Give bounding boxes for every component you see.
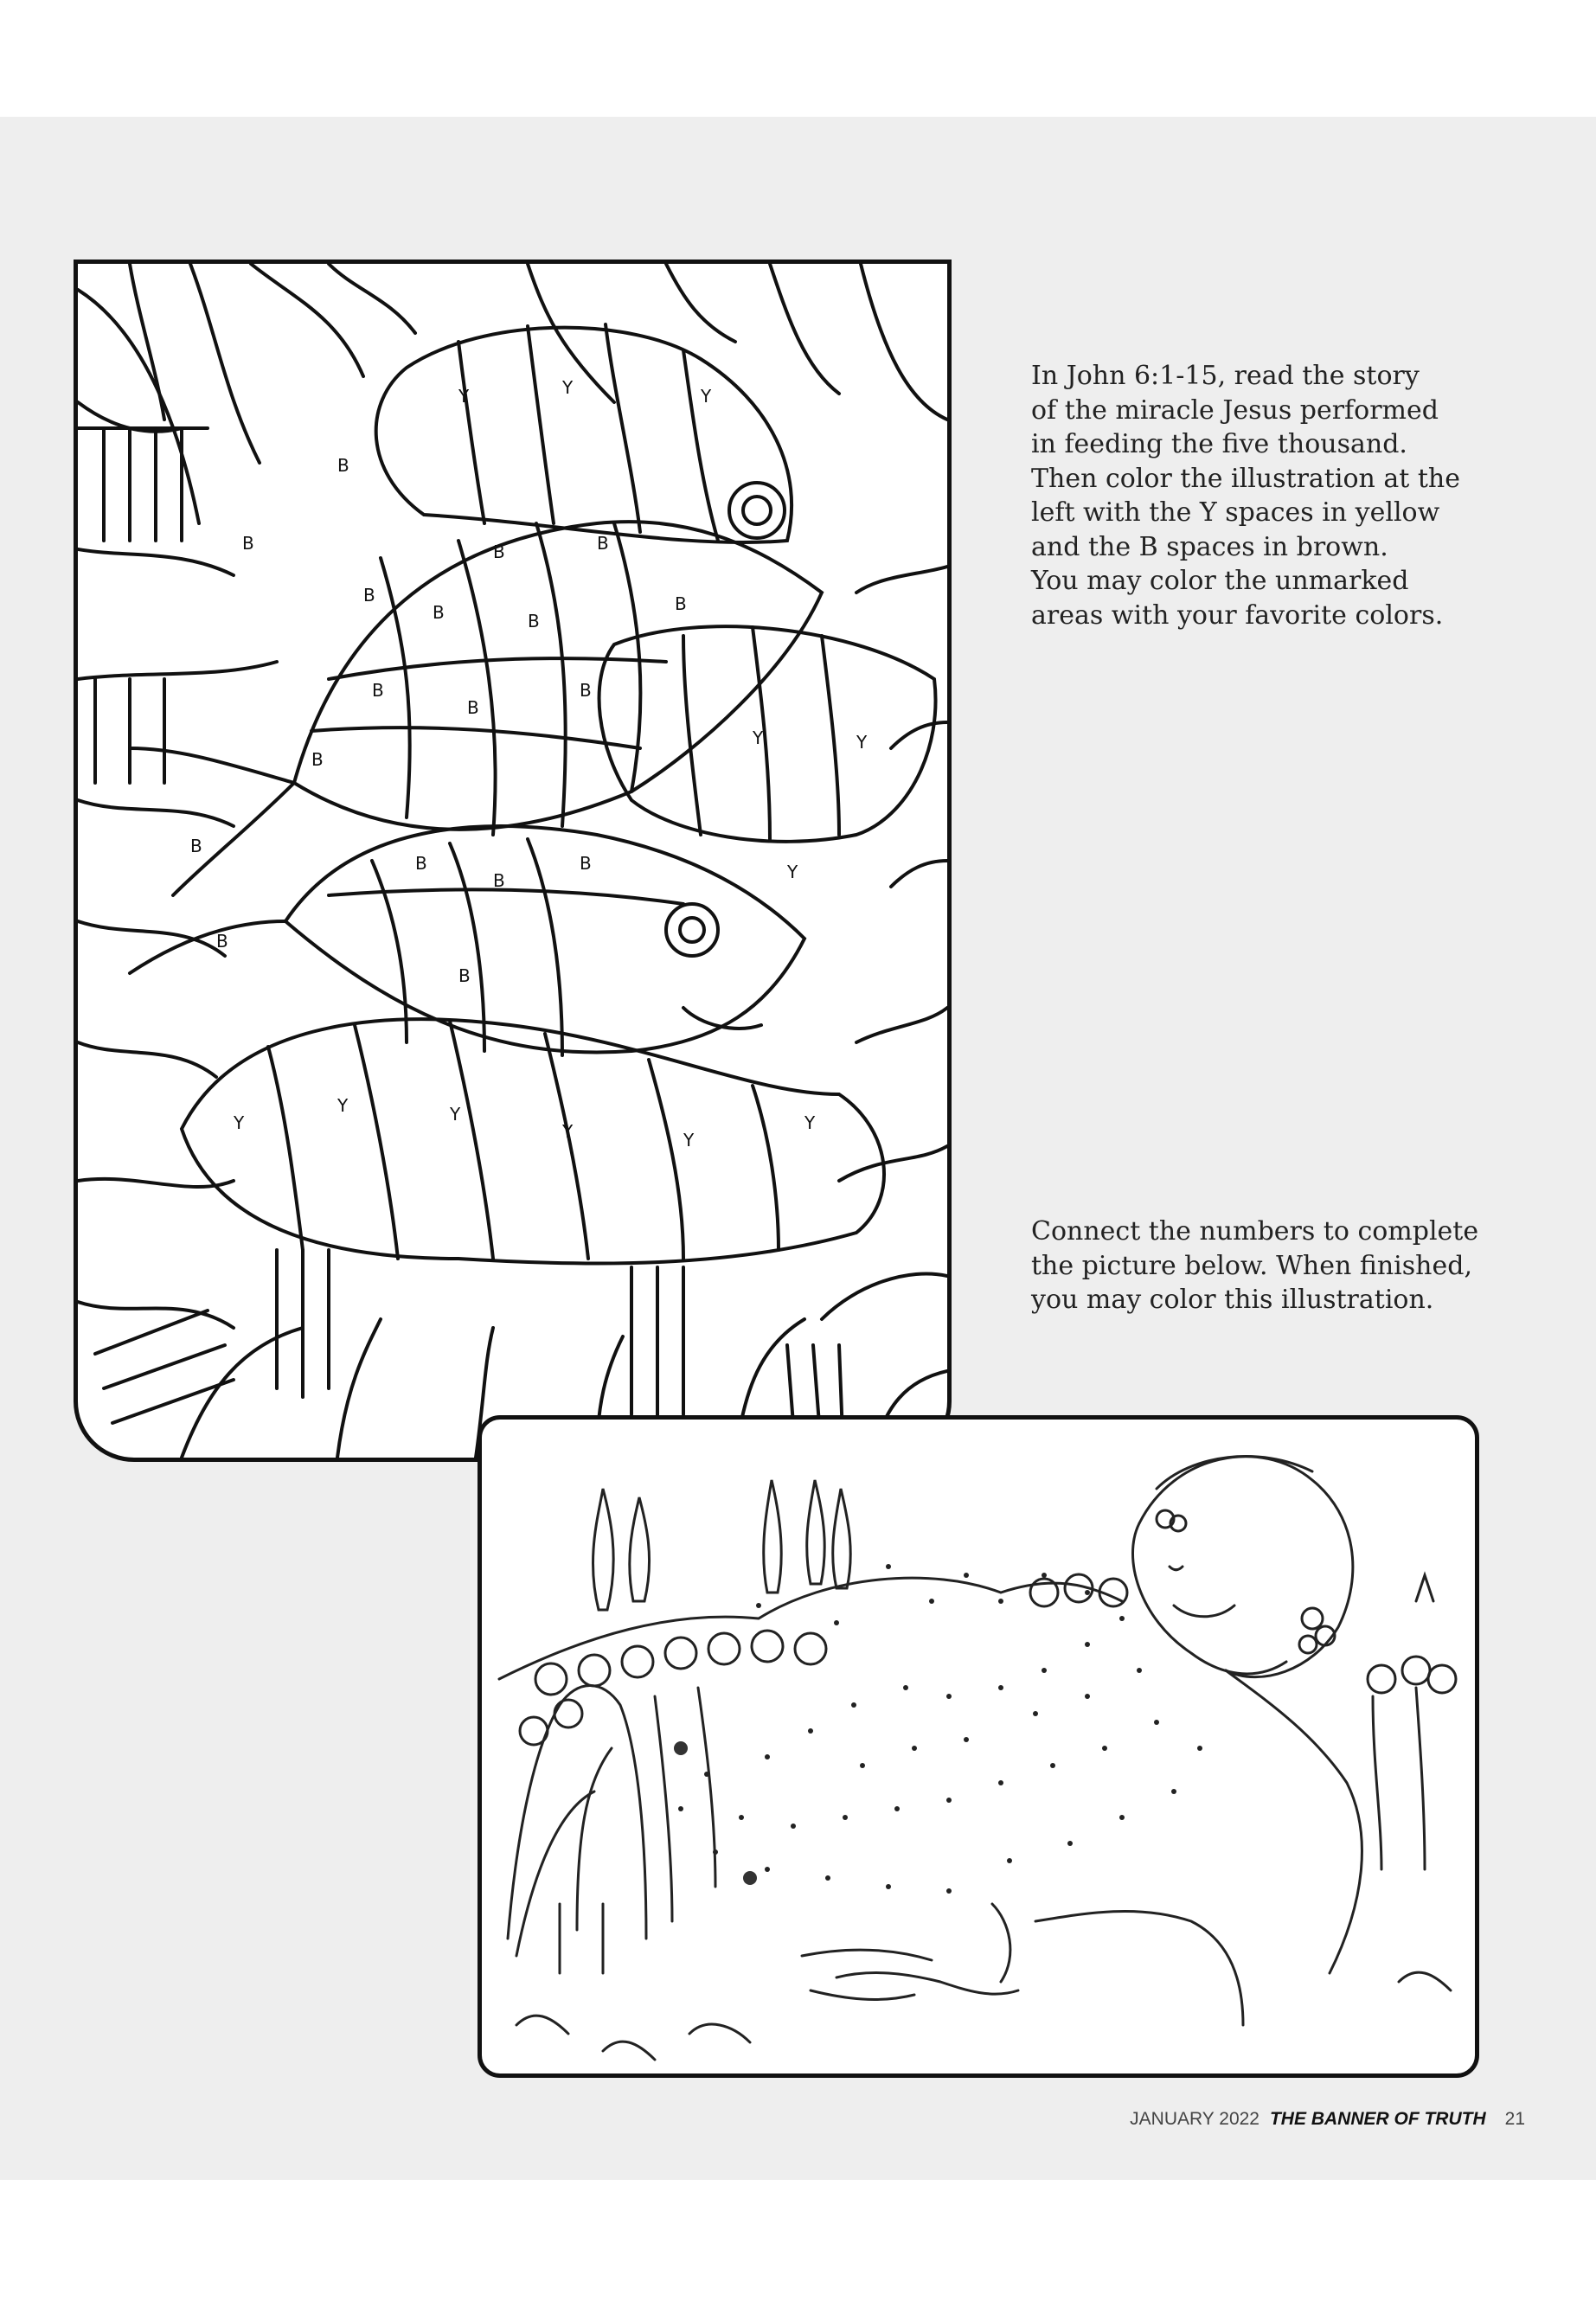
yellow-mark: Y [683,1130,695,1150]
yellow-mark: Y [701,386,712,407]
brown-mark: B [372,680,384,701]
dot-numbers [674,1564,1202,1894]
brown-mark: B [433,602,445,623]
brown-mark: B [458,965,471,986]
yellow-mark: Y [458,386,470,407]
crowd-and-boy-drawing [482,1420,1475,2073]
brown-mark: B [467,697,479,718]
yellow-mark: Y [562,377,574,398]
dot-to-dot-instructions: Connect the numbers to complete the picture below. When finished, you may color this illustration. [1031,1216,1479,1315]
issue-date: JANUARY 2022 [1130,2109,1259,2129]
brown-mark: B [597,533,609,554]
coloring-instructions: In John 6:1-15, read the story of the miracle Jesus performed in feeding the five thousand. Then color the illustration at the left with the Y spaces in yellow and the B spaces in brown. You may color the unmarked areas with your favorite colors. [1031,361,1460,631]
yellow-mark: Y [804,1112,816,1133]
fish-and-bread-drawing [78,264,947,1458]
brown-mark: B [363,585,375,606]
brown-mark: B [580,853,592,874]
brown-mark: B [493,870,505,891]
yellow-mark: Y [562,1121,574,1142]
brown-mark: B [493,542,505,562]
brown-mark: B [580,680,592,701]
brown-mark: B [415,853,427,874]
brown-mark: B [242,533,254,554]
page-footer [1130,2109,1525,2130]
brown-mark: B [675,593,687,614]
brown-mark: B [528,611,540,631]
dot-to-dot-illustration [478,1415,1479,2078]
yellow-mark: Y [787,862,798,882]
magazine-title: THE BANNER OF TRUTH [1269,2109,1486,2129]
yellow-mark: Y [234,1112,245,1133]
brown-mark: B [190,836,202,856]
yellow-mark: Y [856,732,868,753]
page-number: 21 [1504,2109,1525,2129]
yellow-mark: Y [753,727,764,748]
brown-mark: B [311,749,324,770]
yellow-mark: Y [450,1104,461,1125]
brown-mark: B [216,931,228,952]
yellow-mark: Y [337,1095,349,1116]
brown-mark: B [337,455,349,476]
color-by-letter-illustration [74,260,952,1462]
